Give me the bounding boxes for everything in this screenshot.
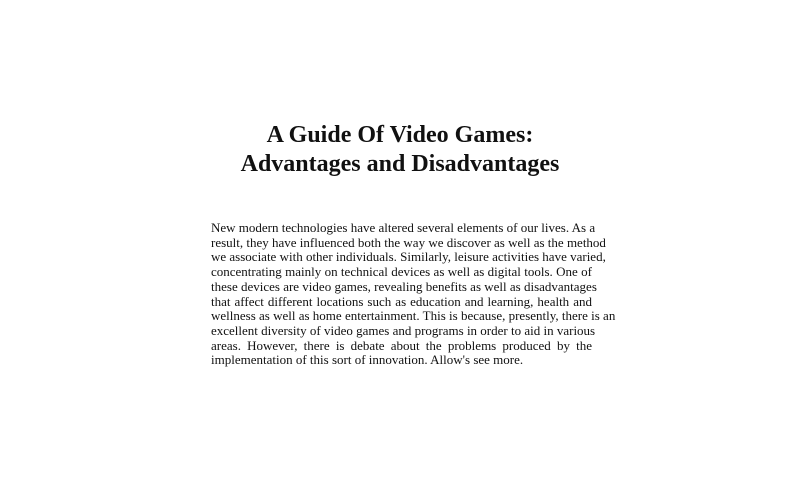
paragraph-line: we associate with other individuals. Similarly, leisure activities have varied, <box>211 249 606 265</box>
paragraph-line: implementation of this sort of innovation. Allow's see more. <box>211 352 524 368</box>
paragraph-line: excellent diversity of video games and programs in order to aid in various <box>211 322 596 338</box>
paragraph-line: New modern technologies have altered several elements of our lives. As a <box>211 220 596 235</box>
title-line-2: Advantages and Disadvantages <box>240 151 560 177</box>
paragraph-line: these devices are video games, revealing benefits as well as disadvantages <box>211 278 597 294</box>
paragraph-line: result, they have influenced both the way we discover as well as the method <box>211 234 606 250</box>
intro-paragraph <box>211 220 616 368</box>
document-title <box>0 121 800 179</box>
paragraph-line: areas. However, there is debate about the problems produced by the <box>211 337 592 353</box>
title-line-1: A Guide Of Video Games: <box>266 122 534 148</box>
paragraph-line: wellness as well as home entertainment. This is because, presently, there is an <box>211 308 616 324</box>
paragraph-line: concentrating mainly on technical devices as well as digital tools. One of <box>211 264 592 280</box>
paragraph-line: that affect different locations such as education and learning, health and <box>211 293 592 309</box>
